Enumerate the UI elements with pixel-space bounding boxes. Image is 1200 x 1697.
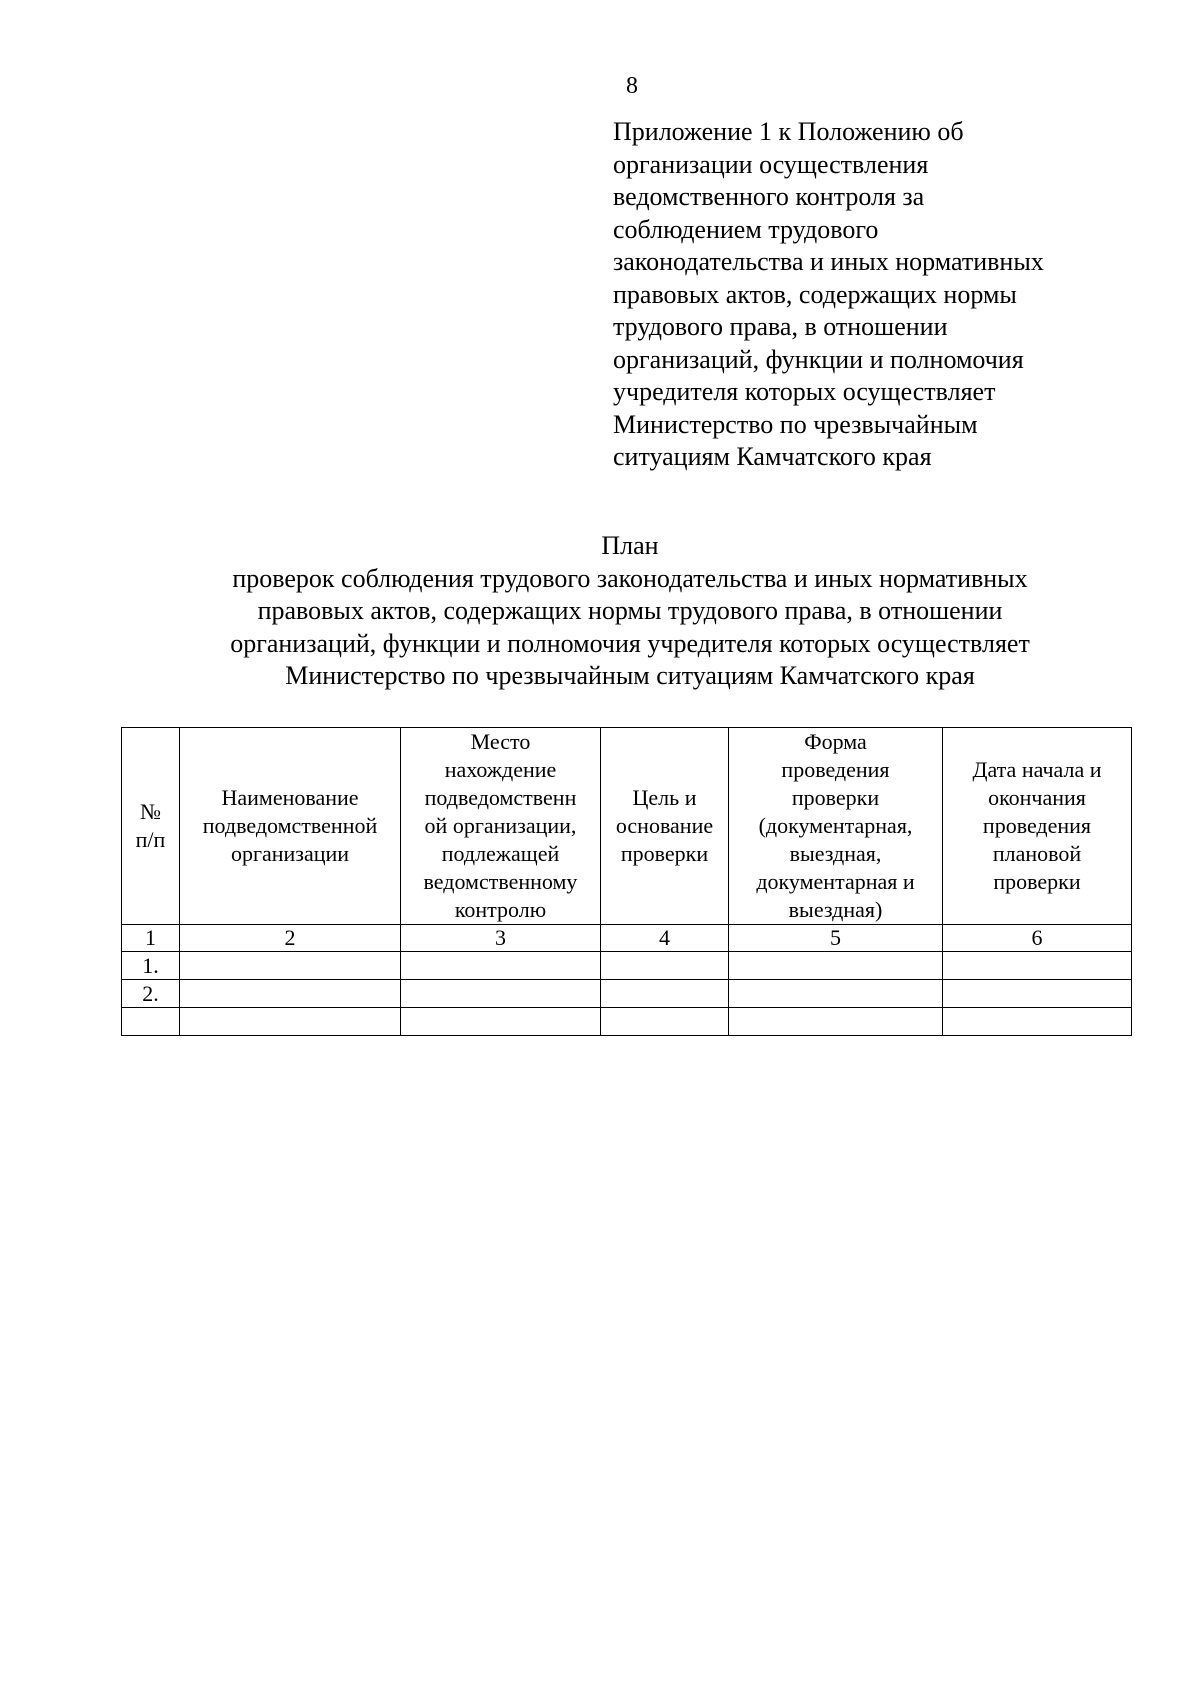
column-number-row: [122, 925, 1132, 952]
plan-heading: [0, 530, 1200, 693]
header-text: проверки: [791, 785, 880, 810]
table-row: [122, 1008, 1132, 1036]
column-number: 5: [729, 925, 943, 952]
appendix-line: ведомственного контроля за: [613, 182, 925, 211]
plan-subtitle-line: организаций, функции и полномочия учредителя которых осуществляет: [230, 628, 1030, 658]
appendix-line: соблюдением трудового: [613, 214, 879, 244]
table-cell: [401, 1008, 601, 1036]
table-cell: 2.: [122, 980, 180, 1008]
appendix-line: Министерство по чрезвычайным: [613, 409, 978, 439]
header-text: основание: [615, 813, 714, 838]
header-text: проверки: [993, 869, 1081, 894]
column-number: 2: [180, 925, 401, 952]
header-number: [122, 728, 180, 925]
column-number: 4: [601, 925, 729, 952]
table-cell: [601, 952, 729, 980]
header-text: подведомственн: [424, 785, 577, 810]
table-cell: [180, 1008, 401, 1036]
plan-subtitle-line: правовых актов, содержащих нормы трудового права, в отношении: [257, 596, 1003, 625]
header-text: №: [140, 799, 161, 824]
appendix-line: ситуациям Камчатского края: [613, 442, 932, 471]
plan-subtitle-line: проверок соблюдения трудового законодательства и иных нормативных: [232, 563, 1028, 593]
table-cell: [943, 980, 1132, 1008]
header-text: плановой: [992, 841, 1082, 866]
appendix-line: законодательства и иных нормативных: [613, 247, 1044, 276]
table-cell: [729, 980, 943, 1008]
header-text: ведомственному: [423, 869, 578, 894]
page-number: 8: [626, 73, 638, 99]
header-text: окончания: [988, 785, 1086, 810]
header-text: п/п: [135, 827, 166, 852]
header-text: выездная): [788, 897, 883, 922]
appendix-note: [613, 116, 1133, 474]
header-text: Наименование: [221, 785, 359, 810]
appendix-line: трудового права, в отношении: [613, 312, 948, 341]
header-text: выездная,: [789, 841, 882, 866]
table-cell: [601, 980, 729, 1008]
header-text: Место: [470, 729, 531, 754]
table-row: [122, 980, 1132, 1008]
appendix-line: учредителя которых осуществляет: [613, 377, 996, 406]
appendix-line: Приложение 1 к Положению об: [613, 117, 964, 146]
header-text: ой организации,: [424, 813, 577, 838]
column-number: 3: [401, 925, 601, 952]
table-cell: [729, 952, 943, 980]
header-text: Форма: [804, 729, 867, 754]
table-header-row: [122, 728, 1132, 925]
column-number: 1: [122, 925, 180, 952]
table-cell: [180, 952, 401, 980]
header-form: [729, 728, 943, 925]
header-organization-name: [180, 728, 401, 925]
plan-subtitle: [0, 563, 1200, 693]
header-text: проверки: [620, 841, 709, 866]
header-text: подлежащей: [441, 841, 560, 866]
table-cell: [401, 952, 601, 980]
header-text: документарная и: [756, 869, 915, 894]
appendix-line: организаций, функции и полномочия: [613, 344, 1024, 374]
header-text: проведения: [982, 813, 1092, 838]
table-cell: [729, 1008, 943, 1036]
column-number: 6: [943, 925, 1132, 952]
header-location: [401, 728, 601, 925]
table-cell: [122, 1008, 180, 1036]
table-cell: [401, 980, 601, 1008]
header-text: Дата начала и: [972, 757, 1102, 782]
appendix-line: организации осуществления: [613, 149, 929, 179]
table-row: [122, 952, 1132, 980]
table-cell: [943, 952, 1132, 980]
table-cell: 1.: [122, 952, 180, 980]
table-cell: [180, 980, 401, 1008]
header-purpose: [601, 728, 729, 925]
header-text: контролю: [454, 897, 547, 922]
appendix-line: правовых актов, содержащих нормы: [613, 279, 1017, 309]
header-text: организации: [230, 841, 350, 866]
table-cell: [601, 1008, 729, 1036]
header-text: нахождение: [444, 757, 557, 782]
table-cell: [943, 1008, 1132, 1036]
header-text: Цель и: [632, 785, 697, 810]
inspection-plan-table: [121, 727, 1132, 1036]
plan-title: План: [601, 531, 659, 560]
header-dates: [943, 728, 1132, 925]
header-text: (документарная,: [758, 813, 913, 838]
header-text: проведения: [781, 757, 890, 782]
header-text: подведомственной: [202, 813, 378, 838]
plan-subtitle-line: Министерство по чрезвычайным ситуациям Камчатского края: [285, 661, 975, 690]
